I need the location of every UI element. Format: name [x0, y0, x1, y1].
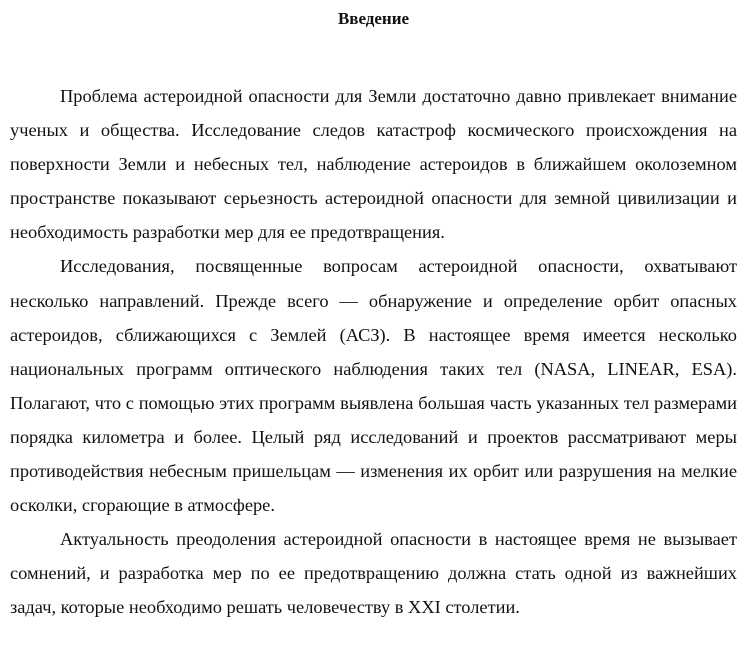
paragraph-1: Проблема астероидной опасности для Земли достаточно давно привлекает внимание ученых и общества. Исследование следов катастроф космического происхождения на поверхности Земли и небесных тел, наблюдение астероидов в ближайшем околоземном пространстве показывают серьезность астероидной опасности для земной цивилизации и необходимость разработки мер для ее предотвращения.: [10, 86, 737, 243]
paragraph-2: Исследования, посвященные вопросам астероидной опасности, охватывают несколько направлений. Прежде всего — обнаружение и определение орбит опасных астероидов, сближающихся с Землей (АСЗ). В настоящее время имеется несколько национальных программ оптического наблюдения таких тел (NASA, LINEAR, ESA). Полагают, что с помощью этих программ выявлена большая часть указанных тел размерами порядка километра и более. Целый ряд исследований и проектов рассматривают меры противодействия небесным пришельцам — изменения их орбит или разрушения на мелкие осколки, сгорающие в атмосфере.: [10, 256, 737, 516]
paragraph-3: Актуальность преодоления астероидной опасности в настоящее время не вызывает сомнений, и разработка мер по ее предотвращению должна стать одной из важнейших задач, которые необходимо решать человечеству в XXI столетии.: [10, 529, 737, 618]
section-title: Введение: [337, 9, 410, 28]
document-body: [10, 79, 737, 625]
document-page: [10, 0, 737, 625]
